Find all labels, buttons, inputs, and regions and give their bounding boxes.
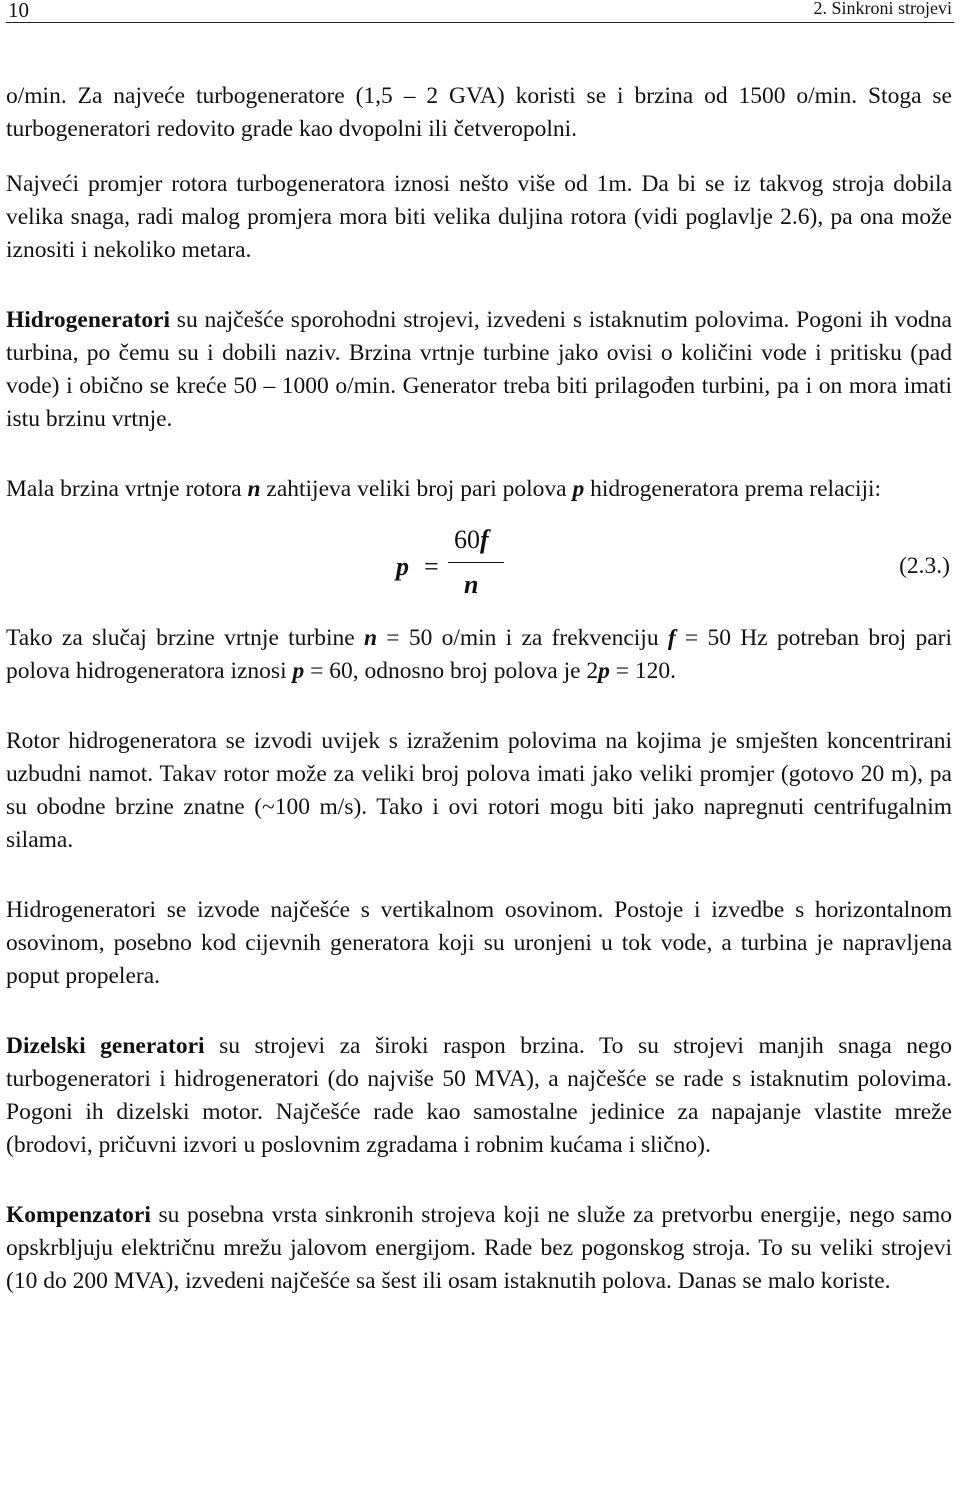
paragraph-diesel [6,1030,952,1162]
paragraph-rotor-poles: Rotor hidrogeneratora se izvodi uvijek s izraženim polovima na kojima je smješten koncentrirani uzbudni namot. Takav rotor može za veliki broj polova imati jako veliki promjer (gotovo 20 m), pa su obodne brzine znatne (~100 m/s). Tako i ovi rotori mogu biti jako napregnuti centrifugalnim silama. [6,728,952,853]
paragraph-text: su posebna vrsta sinkronih strojeva koji ne služe za pretvorbu energije, nego samo opskrbljuju električnu mrežu jalovom energijom. Rade bez pogonskog stroja. To su veliki strojevi (10 do 200 MVA), izvedeni najčešće sa šest ili osam istaknutih polova. Danas se malo koriste. [6,1202,952,1294]
paragraph-shaft: Hidrogeneratori se izvode najčešće s vertikalnom osovinom. Postoje i izvedbe s horizontalnom osovinom, posebno kod cijevnih generatora koji su uronjeni u tok vode, a turbina je napravljena poput propelera. [6,897,952,989]
chapter-title: 2. Sinkroni strojevi [813,0,952,18]
symbol-f: f [667,625,676,651]
equation-2-3 [6,525,952,610]
term-kompenzatori: Kompenzatori [6,1202,151,1228]
page-content [6,80,952,1335]
text-run: = 60, odnosno broj polova je 2 [304,658,599,684]
page-header [6,0,954,23]
fraction-bar [448,562,504,563]
formula-lhs: p [396,552,409,581]
formula-denominator: n [464,570,479,599]
numerator-constant: 60 [454,525,480,554]
text-run: = 50 o/min i za frekvenciju [377,625,668,651]
numerator-variable: f [480,525,489,554]
symbol-p: p [572,476,585,502]
text-run: Tako za slučaj brzine vrtnje turbine [6,625,364,651]
symbol-n: n [247,476,261,502]
paragraph-example [6,622,952,688]
text-run: = 50 Hz potreban broj pari polova hidrogeneratora iznosi [6,625,952,684]
paragraph-pole-pairs [6,473,952,506]
equation-label: (2.3.) [899,553,950,579]
paragraph-rotor-diameter: Najveći promjer rotora turbogeneratora iznosi nešto više od 1m. Da bi se iz takvog stroja dobila velika snaga, radi malog promjera mora biti velika duljina rotora (vidi poglavlje 2.6), pa ona može iznositi i nekoliko metara. [6,171,952,263]
symbol-n: n [363,625,378,651]
symbol-p: p [598,658,610,684]
paragraph-hydrogenerators [6,304,952,436]
term-hidrogeneratori: Hidrogeneratori [6,307,171,333]
formula-equals: = [424,552,439,581]
text-run: Mala brzina vrtnje rotora [6,476,248,502]
paragraph-compensators [6,1199,952,1298]
page-number: 10 [8,0,29,22]
paragraph-text: su strojevi za široki raspon brzina. To su strojevi manjih snaga nego turbogeneratori i hidrogeneratori (do najviše 50 MVA), a najčešće se rade s istaknutim polovima. Pogoni ih dizelski motor. Najčešće rade kao samostalne jedinice za napajanje vlastite mreže (brodovi, pričuvni izvori u poslovnim zgradama i robnim kućama i slično). [6,1033,952,1158]
text-run: = 120. [609,658,677,684]
symbol-p: p [292,658,305,684]
text-run: zahtijeva veliki broj pari polova [260,476,573,502]
paragraph-text: su najčešće sporohodni strojevi, izvedeni s istaknutim polovima. Pogoni ih vodna turbina, po čemu su i dobili naziv. Brzina vrtnje turbine jako ovisi o količini vode i pritisku (pad vode) i obično se kreće 50 – 1000 o/min. Generator treba biti prilagođen turbini, pa i on mora imati istu brzinu vrtnje. [6,307,952,432]
paragraph-turbogenerator-speed: o/min. Za najveće turbogeneratore (1,5 – 2 GVA) koristi se i brzina od 1500 o/min. Stoga se turbogeneratori redovito grade kao dvopolni ili četveropolni. [6,83,952,142]
term-dizelski-generatori: Dizelski generatori [6,1033,205,1059]
text-run: hidrogeneratora prema relaciji: [584,476,882,502]
formula-numerator [454,523,489,556]
